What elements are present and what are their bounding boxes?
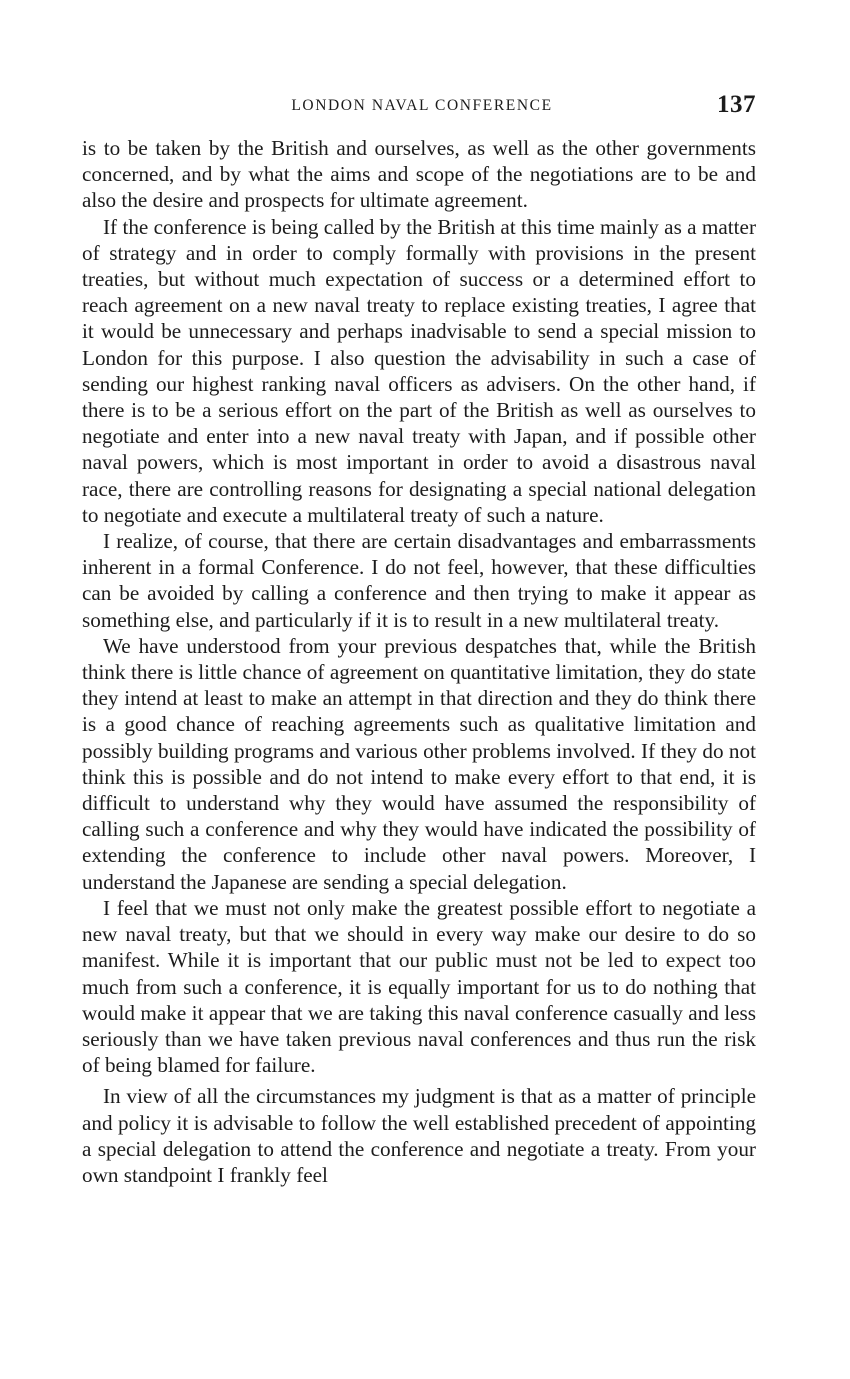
paragraph: If the conference is being called by the British at this time mainly as a matter of strategy and in order to comply formally with provisions in the present treaties, but without much expectation of success or a determined effort to reach agreement on a new naval treaty to replace existing treaties, I agree that it would be unnecessary and perhaps inadvisable to send a special mission to London for this purpose. I also question the advisability in such a case of sending our highest ranking naval officers as advisers. On the other hand, if there is to be a serious effort on the part of the British as well as ourselves to negotiate and enter into a new naval treaty with Japan, and if possible other naval powers, which is most important in order to avoid a disastrous naval race, there are controlling reasons for designating a special national delegation to negotiate and execute a multilateral treaty of such a nature. [82,214,756,527]
page-number: 137 [717,91,756,118]
running-title: LONDON NAVAL CONFERENCE [291,97,553,114]
body-text [82,135,756,1188]
paragraph: In view of all the circumstances my judgment is that as a matter of principle and policy it is advisable to follow the well established precedent of appointing a special delegation to attend the conference and negotiate a treaty. From your own standpoint I frankly feel [82,1084,756,1187]
paragraph-continued: is to be taken by the British and ourselves, as well as the other governments concerned, and by what the aims and scope of the negotiations are to be and also the desire and prospects for ultimate agreement. [82,136,756,213]
running-head [82,92,756,122]
paragraph: We have understood from your previous despatches that, while the British think there is little chance of agreement on quantitative limitation, they do state they intend at least to make an attempt in that direction and they do think there is a good chance of reaching agreements such as qualitative limitation and possibly building programs and various other problems involved. If they do not think this is possible and do not intend to make every effort to that end, it is difficult to understand why they would have assumed the responsibility of calling such a conference and why they would have indicated the possibility of extending the conference to include other naval powers. Moreover, I understand the Japanese are sending a special delegation. [82,633,756,894]
paragraph: I feel that we must not only make the greatest possible effort to negotiate a new naval treaty, but that we should in every way make our desire to do so manifest. While it is important that our public must not be led to expect too much from such a conference, it is equally important for us to do nothing that would make it appear that we are taking this naval conference casually and less seriously than we have taken previous naval conferences and thus run the risk of being blamed for failure. [82,895,756,1078]
paragraph: I realize, of course, that there are certain disadvantages and embarrassments inherent in a formal Conference. I do not feel, however, that these difficulties can be avoided by calling a conference and then trying to make it appear as something else, and particularly if it is to result in a new multilateral treaty. [82,529,756,632]
